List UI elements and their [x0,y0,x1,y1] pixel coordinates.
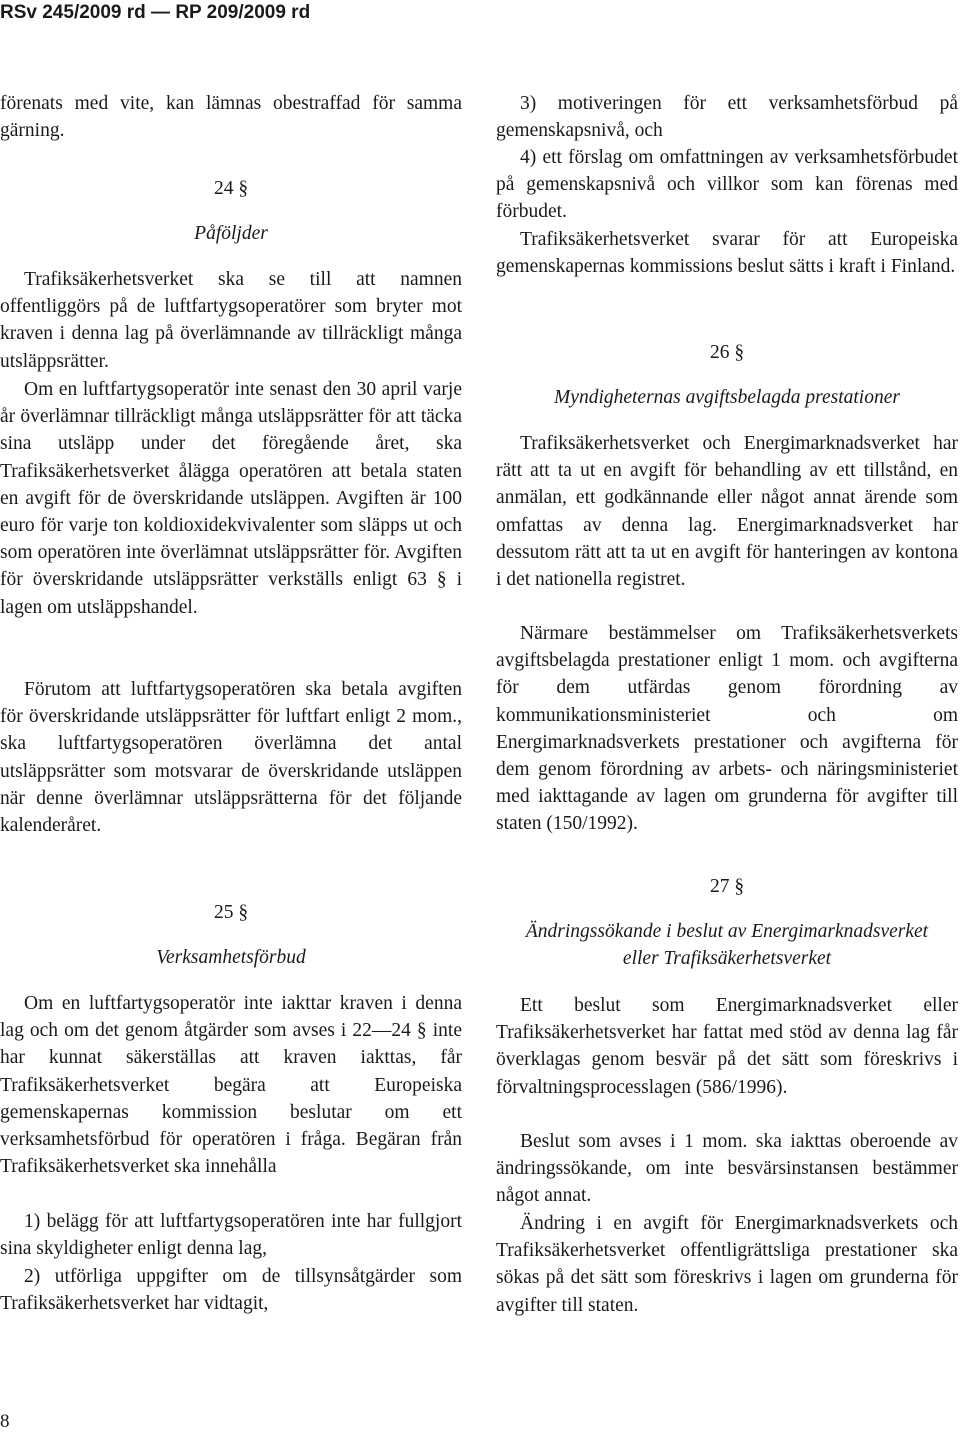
paragraph: Trafiksäkerhetsverket ska se till att namnen offentliggörs på de luftfartygsoperatörer som bryter mot kraven i denna lag på överlämnande av tillräckligt många utsläppsrätter. [0,269,462,372]
paragraph: Ett beslut som Energimarknadsverket eller Trafiksäkerhetsverket har fattat med stöd av denna lag får överklagas genom besvär på det sätt som föreskrivs i förvaltningsprocesslagen (586/1996). [496,995,958,1098]
list-item: 2) utförliga uppgifter om de tillsynsåtgärder som Trafiksäkerhetsverket har vidtagit, [0,1266,462,1315]
paragraph: Förutom att luftfartygsoperatören ska betala avgiften för överskridande utsläppsrätter för luftfart enligt 2 mom., ska luftfartygsoperatören överlämna det antal utsläppsrätter som motsvarar de överskridande utsläppen när denne överlämnar utsläppsrätterna för det följande kalenderåret. [0,679,462,837]
section-number: 26 § [709,342,745,363]
section-number: 27 § [709,876,745,897]
paragraph: Om en luftfartygsoperatör inte iakttar kraven i denna lag och om det genom åtgärder som avses i 22—24 § inte har kunnat säkerställas att kraven iakttas, får Trafiksäkerhetsverket begära att Europeiska gemenskapernas kommission beslutar om ett verksamhetsförbud för operatören i fråga. Begäran från Trafiksäkerhetsverket ska innehålla [0,993,462,1178]
paragraph: Ändring i en avgift för Energimarknadsverkets och Trafiksäkerhetsverket offentligrättsliga prestationer ska sökas på det sätt som föreskrivs i lagen om grunderna för avgifter till staten. [496,1213,958,1316]
page-number: 8 [0,1411,10,1432]
paragraph: Närmare bestämmelser om Trafiksäkerhetsverkets avgiftsbelagda prestationer enligt 1 mom. och avgifterna för dem utfärdas genom förordning av kommunikationsministeriet och om Energimarknadsverkets prestationer och avgifterna för dem genom förordning av arbets- och näringsministeriet med iakttagande av lagen om grunderna för avgifter till staten (150/1992). [496,623,958,835]
paragraph: förenats med vite, kan lämnas obestraffad för samma gärning. [0,93,462,142]
list-item: 4) ett förslag om omfattningen av verksamhetsförbudet på gemenskapsnivå och villkor som kan förenas med förbudet. [496,147,958,223]
list-item: 1) belägg för att luftfartygsoperatören inte har fullgjort sina skyldigheter enligt denna lag, [0,1211,462,1260]
paragraph: Trafiksäkerhetsverket svarar för att Europeiska gemenskapernas kommissions beslut sätts i kraft i Finland. [496,229,958,278]
section-heading: Påföljder [194,223,268,244]
section-number: 25 § [213,902,249,923]
list-item: 3) motiveringen för ett verksamhetsförbud på gemenskapsnivå, och [496,93,958,142]
paragraph: Om en luftfartygsoperatör inte senast den 30 april varje år överlämnar tillräckligt många utsläppsrätter för att täcka sina utsläpp under det föregående året, ska Trafiksäkerhetsverket ålägga operatören att betala staten en avgift för de överskridande utsläppen. Avgiften är 100 euro för varje ton koldioxidekvivalenter som släpps ut och som operatören inte överlämnat utsläppsrätter för. Avgiften för överskridande utsläppsrätter verkställs enligt 63 § i lagen om utsläppshandel. [0,379,462,618]
section-heading: Myndigheternas avgiftsbelagda prestationer [554,387,900,408]
section-heading: Ändringssökande i beslut av Energimarknadsverket eller Trafiksäkerhetsverket [525,921,929,969]
section-heading: Verksamhetsförbud [156,947,306,968]
section-number: 24 § [213,178,249,199]
paragraph: Beslut som avses i 1 mom. ska iakttas oberoende av ändringssökande, om inte besvärsinstansen bestämmer något annat. [496,1131,958,1207]
running-header: RSv 245/2009 rd — RP 209/2009 rd [0,2,311,23]
paragraph: Trafiksäkerhetsverket och Energimarknadsverket har rätt att ta ut en avgift för behandling av ett tillstånd, en anmälan, ett godkännande eller något annat ärende som omfattas av denna lag. Energimarknadsverket har dessutom rätt att ta ut en avgift för hanteringen av kontona i det nationella registret. [496,433,958,591]
